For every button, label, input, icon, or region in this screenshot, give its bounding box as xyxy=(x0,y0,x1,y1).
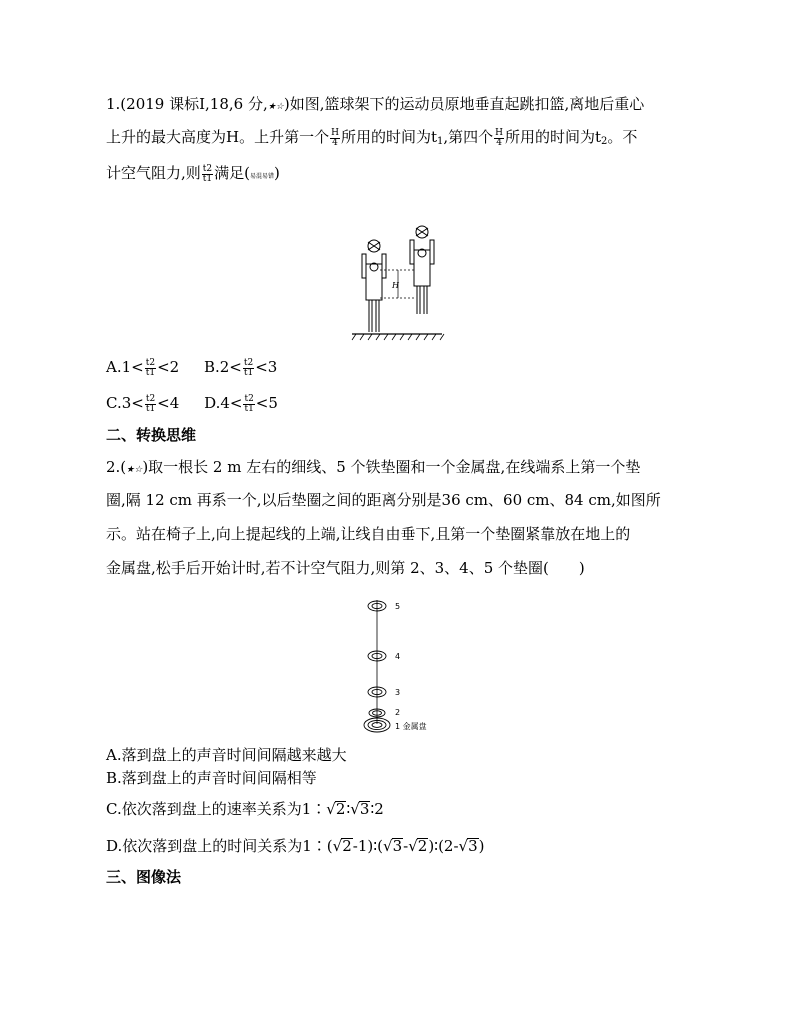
height-label: H xyxy=(392,281,399,290)
sqrt-sign: √ xyxy=(350,800,360,818)
washer-label-5: 5 xyxy=(395,602,401,611)
q2-line-2: 圈,隔 12 cm 再系一个,以后垫圈之间的距离分别是36 cm、60 cm、84 cm,如图所 xyxy=(106,491,661,509)
q2-line-1: 2.(★☆)取一根长 2 m 左右的细线、5 个铁垫圈和一个金属盘,在线端系上第一个垫 xyxy=(106,458,641,476)
washer-string-figure xyxy=(355,592,445,738)
option-d: D.4< $\frac{t2}{t1}$ <5 xyxy=(204,393,278,414)
washer-label-2: 2 xyxy=(395,708,401,717)
q1-options-row-2 xyxy=(106,392,278,414)
sqrt-sign: √ xyxy=(458,837,469,855)
fraction-h-over-4: $\frac{H}{4}$ xyxy=(331,127,339,148)
difficulty-stars: ★☆ xyxy=(267,102,284,112)
option-b-fraction: $\frac{t2}{t1}$ xyxy=(243,357,254,378)
option-a-fraction: $\frac{t2}{t1}$ xyxy=(145,357,156,378)
option-a: A.1< $\frac{t2}{t1}$ <2 xyxy=(106,357,180,378)
sqrt-sign: √ xyxy=(408,837,418,855)
q1-line-2: 上升的最大高度为H。上升第一个 $\frac{H}{4}$ 所用的时间为$t_1$,第四个 $\frac{H}{4}$ 所用的时间为$t_2$。不 xyxy=(106,127,638,148)
q1-options-row-1 xyxy=(106,356,277,378)
q1-line-1: 1.(2019 课标Ⅰ,18,6 分,★☆)如图,篮球架下的运动员原地垂直起跳扣篮,离地后重心 xyxy=(106,95,645,113)
sqrt-sign: √ xyxy=(332,837,343,855)
option-c: C.3< $\frac{t2}{t1}$ <4 xyxy=(106,393,180,414)
option-d-fraction: $\frac{t2}{t1}$ xyxy=(244,393,254,414)
section-heading-3: 三、图像法 xyxy=(106,868,182,886)
fraction-h-over-4-second: $\frac{H}{4}$ xyxy=(495,127,503,148)
sqrt-sign: √ xyxy=(326,800,336,818)
q2-option-a: A.落到盘上的声音时间间隔越来越大 xyxy=(106,746,347,764)
hint-note: 易混易错 xyxy=(249,173,274,180)
q2-line-4: 金属盘,松手后开始计时,若不计空气阻力,则第 2、3、4、5 个垫圈( ) xyxy=(106,559,585,577)
fraction-t2-over-t1: $\frac{t2}{t1}$ xyxy=(202,163,213,184)
washer-label-3: 3 xyxy=(395,688,401,697)
section-heading-2: 二、转换思维 xyxy=(106,426,197,444)
option-b: B.2< $\frac{t2}{t1}$ <3 xyxy=(203,357,278,378)
q2-option-b: B.落到盘上的声音时间间隔相等 xyxy=(106,769,317,787)
sqrt-sign: √ xyxy=(383,837,393,855)
difficulty-stars-q2: ★☆ xyxy=(126,465,143,475)
q2-option-c: C.依次落到盘上的速率关系为1∶√2∶√3∶2 xyxy=(106,800,384,818)
basketball-dunk-figure xyxy=(350,224,450,342)
q1-line-3: 计空气阻力,则 $\frac{t2}{t1}$ 满足(易混易错) xyxy=(106,163,280,184)
option-c-fraction: $\frac{t2}{t1}$ xyxy=(145,393,156,414)
q2-line-3: 示。站在椅子上,向上提起线的上端,让线自由垂下,且第一个垫圈紧靠放在地上的 xyxy=(106,525,631,543)
q2-option-d: D.依次落到盘上的时间关系为1∶(√2-1)∶(√3-√2)∶(2-√3) xyxy=(106,837,485,855)
washer-label-1-plate: 1 金属盘 xyxy=(395,722,427,731)
washer-label-4: 4 xyxy=(395,652,401,661)
